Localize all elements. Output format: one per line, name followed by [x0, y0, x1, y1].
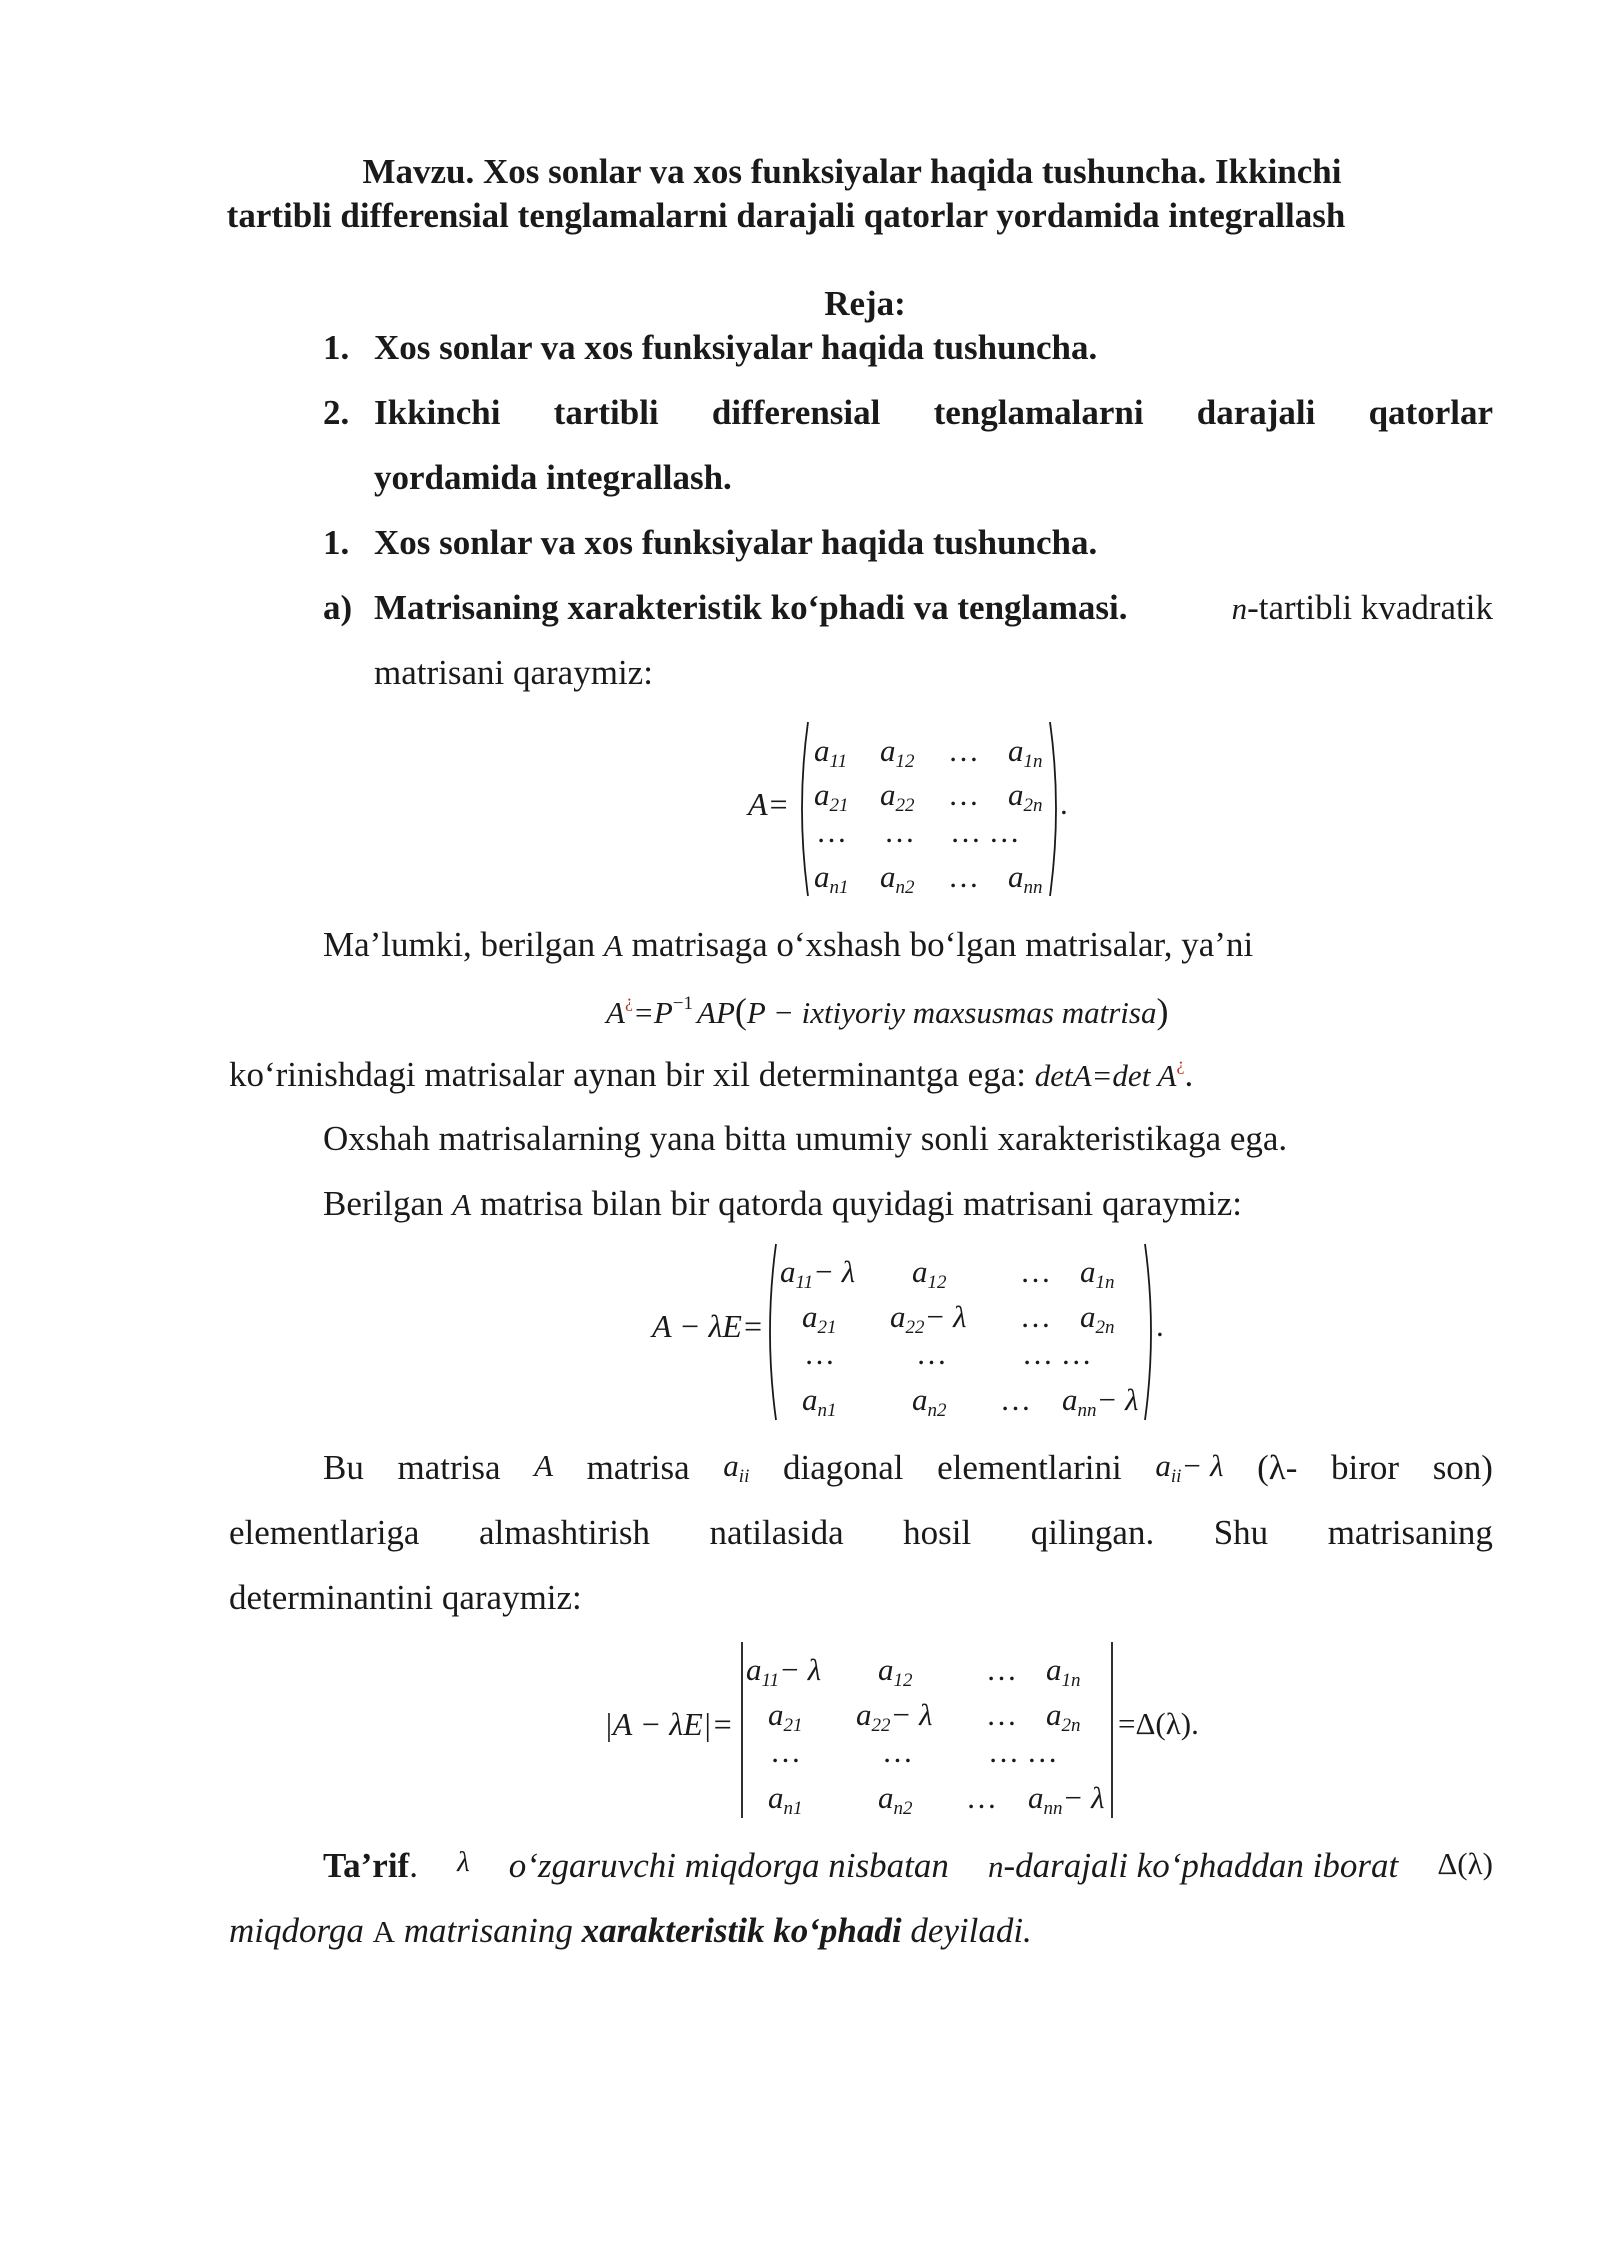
matrix-a-cell: $a_{12}$: [880, 733, 915, 772]
matrix-ale-cell: …: [1020, 1254, 1051, 1289]
matrix-ale-cell: $a_{2n}$: [1080, 1299, 1115, 1338]
plan-heading: Reja:: [824, 284, 906, 323]
paragraph-diagonal-line-3: determinantini qaraymiz:: [229, 1578, 582, 1617]
definition-line-2: miqdorga A matrisaning xarakteristik ko‘phadi deyiladi.: [229, 1911, 1032, 1950]
characteristic-polynomial-term: xarakteristik ko‘phadi: [581, 1911, 902, 1950]
title-line-2: tartibli differensial tenglamalarni darajali qatorlar yordamida integrallash: [226, 196, 1346, 235]
matrix-a-cell: $a_{2n}$: [1008, 777, 1043, 816]
plan-item-2-word: tartibli: [553, 393, 659, 432]
item-a-bold-heading: Matrisaning xarakteristik ko‘phadi va tenglamasi.: [374, 588, 1128, 627]
matrix-ale-cell: …: [1000, 1382, 1031, 1417]
plan-item-1-number: 1.: [323, 328, 350, 367]
matrix-a-cell: …: [884, 814, 915, 849]
paragraph-diagonal-line-1: Bu matrisa A matrisa $a_{ii}$ diagonal elementlarini $a_{ii}- \lambda$ (λ- biror son): [323, 1448, 1493, 1487]
matrix-a-cell: $a_{11}$: [814, 733, 848, 772]
title-line-1: Mavzu. Xos sonlar va xos funksiyalar haqida tushuncha. Ikkinchi: [362, 152, 1342, 191]
matrix-ale-left-paren: [770, 1244, 776, 1420]
matrix-ale-cell: $a_{12}$: [912, 1254, 947, 1293]
matrix-a-cell: …: [948, 777, 979, 812]
determinant-cell: $a_{n1}$: [768, 1780, 803, 1819]
matrix-ale-cell: …: [916, 1336, 947, 1371]
determinant-cell: … …: [988, 1734, 1058, 1769]
plan-item-2-word: Ikkinchi: [374, 393, 501, 432]
determinant-cell: …: [986, 1652, 1017, 1687]
matrix-ale-cell: …: [1020, 1299, 1051, 1334]
similarity-formula: $A^¿=P^{-1}$ AP(P − ixtiyoriy maxsusmas matrisa): [606, 991, 1169, 1031]
matrix-ale-cell: $a_{n2}$: [912, 1382, 947, 1421]
matrix-a-cell: $a_{n2}$: [880, 859, 915, 898]
matrix-ale-cell: $a_{11}- \lambda$: [780, 1254, 856, 1293]
determinant-cell: $a_{11}- \lambda$: [746, 1652, 822, 1691]
matrix-a-cell: $a_{n1}$: [814, 859, 849, 898]
item-a-n: n: [1231, 591, 1248, 626]
matrix-a-left-paren: [802, 722, 808, 896]
matrix-ale-right-paren: [1145, 1244, 1151, 1420]
matrix-a-right-paren: [1050, 722, 1056, 896]
determinant-cell: …: [966, 1780, 997, 1815]
item-a-continuation: matrisani qaraymiz:: [374, 653, 653, 692]
matrix-ale-end: .: [1156, 1308, 1164, 1343]
paragraph-characteristic: Oxshah matrisalarning yana bitta umumiy sonli xarakteristikaga ega.: [323, 1119, 1288, 1158]
determinant-cell: $a_{22}- \lambda$: [856, 1697, 933, 1736]
definition-label: Ta’rif: [323, 1846, 410, 1885]
determinant-cell: …: [882, 1734, 913, 1769]
determinant-cell: $a_{21}$: [768, 1697, 803, 1736]
determinant-cell: …: [770, 1734, 801, 1769]
paragraph-diagonal-line-2: elementlariga almashtirish natilasida hosil qilingan. Shu matrisaning: [229, 1513, 1493, 1552]
determinant-lhs: |A − λE|=: [604, 1706, 734, 1742]
plan-item-2-word: tenglamalarni: [933, 393, 1144, 432]
determinant-cell: …: [986, 1697, 1017, 1732]
matrix-a-cell: $a_{21}$: [814, 777, 849, 816]
determinant-cell: $a_{12}$: [878, 1652, 913, 1691]
determinant-cell: $a_{1n}$: [1046, 1652, 1081, 1691]
matrix-a-end: .: [1060, 786, 1068, 821]
definition-line-1: Ta’rif. λ o‘zgaruvchi miqdorga nisbatan n-darajali ko‘phaddan iborat Δ(λ): [323, 1846, 1493, 1885]
determinant-cell: $a_{2n}$: [1046, 1697, 1081, 1736]
determinant-cell: $a_{nn}- \lambda$: [1028, 1780, 1105, 1819]
matrix-a-cell: …: [948, 733, 979, 768]
matrix-ale-cell: $a_{21}$: [802, 1299, 837, 1338]
plan-item-1-text: Xos sonlar va xos funksiyalar haqida tushuncha.: [374, 328, 1098, 367]
section-1-number: 1.: [323, 523, 350, 562]
plan-item-2-word: darajali: [1196, 393, 1316, 432]
matrix-a-cell: … …: [950, 814, 1020, 849]
plan-item-2-word: qatorlar: [1368, 393, 1493, 432]
matrix-a-lhs: A=: [748, 786, 790, 822]
matrix-a-cell: …: [816, 814, 847, 849]
item-a-rest: -tartibli kvadratik: [1247, 588, 1493, 627]
matrix-a-cell: …: [948, 859, 979, 894]
matrix-ale-cell: $a_{nn}- \lambda$: [1062, 1382, 1139, 1421]
determinant-cell: $a_{n2}$: [878, 1780, 913, 1819]
determinant-rhs: =Δ(λ).: [1118, 1706, 1199, 1741]
plan-item-2-continuation: yordamida integrallash.: [374, 458, 732, 497]
matrix-a-cell: $a_{1n}$: [1008, 733, 1043, 772]
matrix-a-cell: $a_{22}$: [880, 777, 915, 816]
matrix-a-cell: $a_{nn}$: [1008, 859, 1043, 898]
matrix-ale-lhs: A − λE=: [652, 1308, 764, 1344]
matrix-ale-cell: …: [804, 1336, 835, 1371]
matrix-ale-cell: … …: [1022, 1336, 1092, 1371]
plan-item-2-word: differensial: [711, 393, 881, 432]
paragraph-determinant: ko‘rinishdagi matrisalar aynan bir xil determinantga ega: detA=det A¿.: [229, 1054, 1194, 1094]
paragraph-consider: Berilgan A matrisa bilan bir qatorda quyidagi matrisani qaraymiz:: [323, 1184, 1242, 1223]
matrix-ale-cell: $a_{1n}$: [1080, 1254, 1115, 1293]
plan-item-2-number: 2.: [323, 393, 350, 432]
item-a-label: a): [323, 588, 353, 627]
matrix-ale-cell: $a_{n1}$: [802, 1382, 837, 1421]
section-1-heading: Xos sonlar va xos funksiyalar haqida tushuncha.: [374, 523, 1098, 562]
matrix-ale-cell: $a_{22}- \lambda$: [890, 1299, 967, 1338]
paragraph-similar: Ma’lumki, berilgan A matrisaga o‘xshash bo‘lgan matrisalar, ya’ni: [323, 925, 1254, 964]
